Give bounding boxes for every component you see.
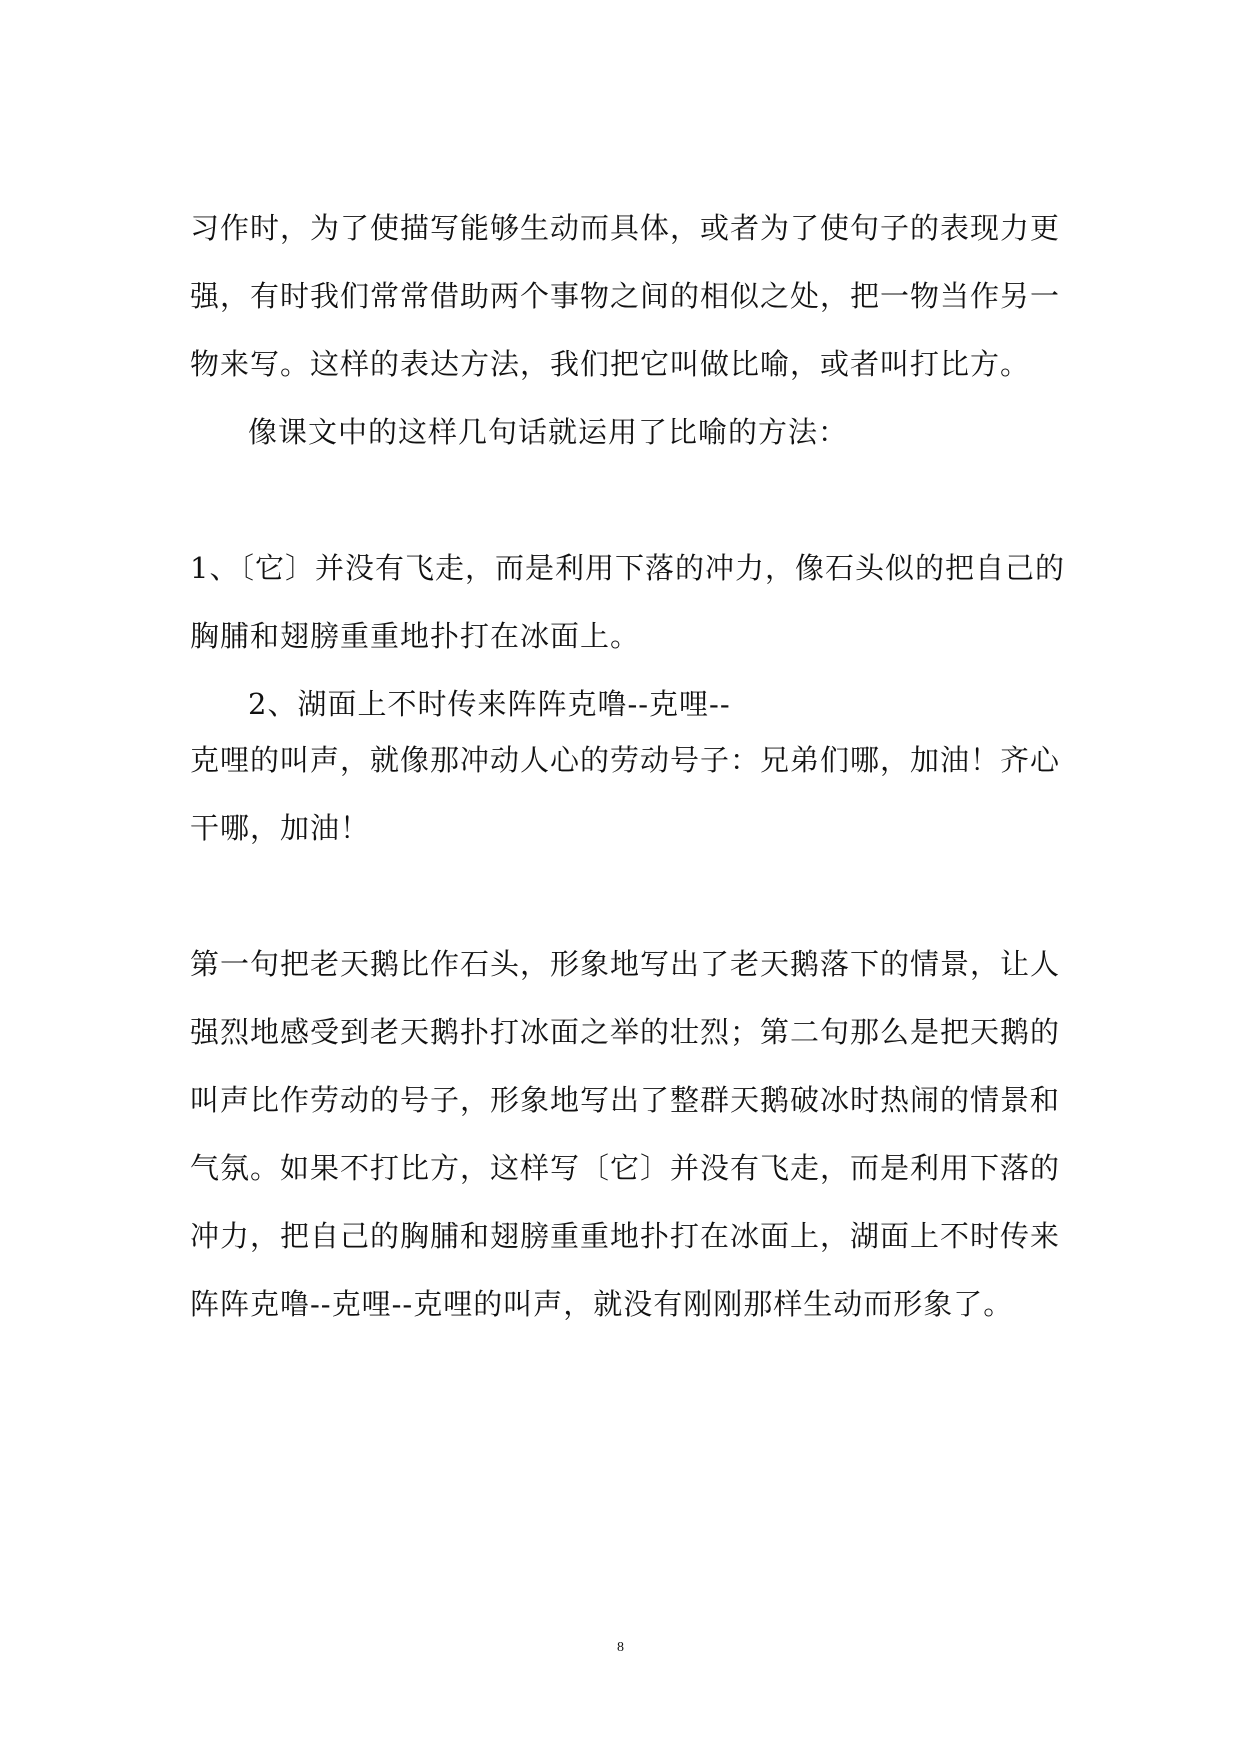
- paragraph-3-line-3: 叫声比作劳动的号子，形象地写出了整群天鹅破冰时热闹的情景和: [190, 1083, 1061, 1117]
- paragraph-2-line-1: 像课文中的这样几句话就运用了比喻的方法：: [248, 415, 849, 449]
- paragraph-1-line-1: 习作时，为了使描写能够生动而具体，或者为了使句子的表现力更: [190, 211, 1061, 245]
- paragraph-3-line-4: 气氛。如果不打比方，这样写〔它〕并没有飞走，而是利用下落的: [190, 1151, 1061, 1185]
- page-number: 8: [617, 1640, 624, 1655]
- example-1-line-2: 胸脯和翅膀重重地扑打在冰面上。: [190, 619, 641, 653]
- paragraph-1-line-3: 物来写。这样的表达方法，我们把它叫做比喻，或者叫打比方。: [190, 347, 1031, 381]
- paragraph-3-line-1: 第一句把老天鹅比作石头，形象地写出了老天鹅落下的情景，让人: [190, 947, 1061, 981]
- example-1-line-1: 1、〔它〕并没有飞走，而是利用下落的冲力，像石头似的把自己的: [190, 551, 1065, 585]
- paragraph-3-line-5: 冲力，把自己的胸脯和翅膀重重地扑打在冰面上，湖面上不时传来: [190, 1219, 1061, 1253]
- paragraph-1-line-2: 强，有时我们常常借助两个事物之间的相似之处，把一物当作另一: [190, 279, 1061, 313]
- example-2-line-3: 干哪，加油！: [190, 811, 371, 845]
- example-2-line-1: 2、湖面上不时传来阵阵克噜--克哩--: [248, 687, 731, 721]
- paragraph-3-line-2: 强烈地感受到老天鹅扑打冰面之举的壮烈；第二句那么是把天鹅的: [190, 1015, 1061, 1049]
- example-2-line-2: 克哩的叫声，就像那冲动人心的劳动号子：兄弟们哪，加油！齐心: [190, 743, 1061, 777]
- paragraph-3-line-6: 阵阵克噜--克哩--克哩的叫声，就没有刚刚那样生动而形象了。: [190, 1287, 1014, 1321]
